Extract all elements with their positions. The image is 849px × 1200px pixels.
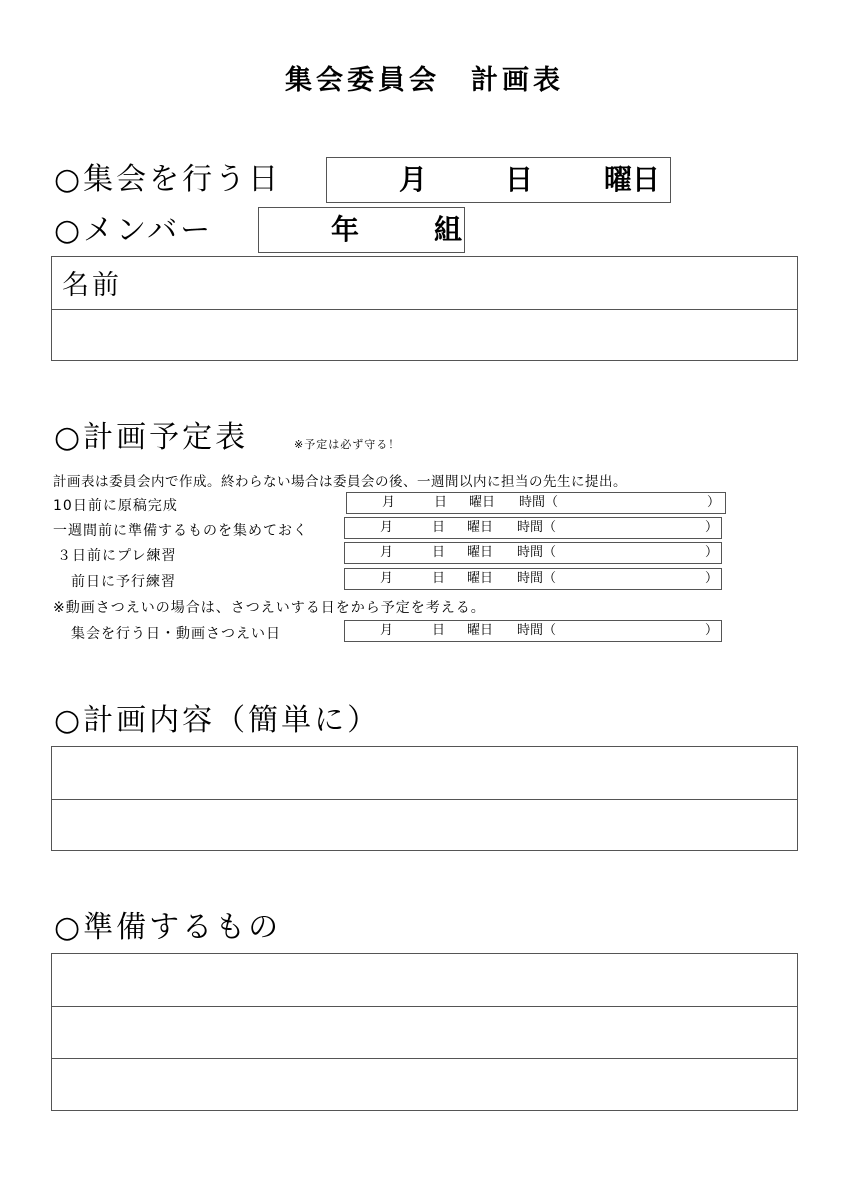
page-title: 集会委員会 計画表 bbox=[285, 65, 564, 96]
plan-content-heading: ○計画内容（簡単に） bbox=[54, 703, 381, 738]
member-label: ○メンバー bbox=[54, 213, 214, 248]
plan-content-line[interactable] bbox=[52, 747, 797, 799]
schedule-note: ※予定は必ず守る！ bbox=[294, 438, 401, 451]
day-label: 日 bbox=[432, 545, 446, 560]
video-note: ※動画さつえいの場合は、さつえいする日をから予定を考える。 bbox=[53, 600, 486, 616]
names-header-row bbox=[52, 257, 797, 309]
final-row-label: 集会を行う日・動画さつえい日 bbox=[71, 626, 281, 642]
schedule-row-label: 一週間前に準備するものを集めておく bbox=[53, 523, 308, 539]
time-close: ） bbox=[705, 623, 719, 638]
weekday-label: 曜日 bbox=[467, 545, 494, 560]
time-label: 時間（ bbox=[517, 520, 557, 535]
weekday-label: 曜日 bbox=[467, 571, 494, 586]
time-label: 時間（ bbox=[519, 495, 559, 510]
member-class-field[interactable] bbox=[258, 207, 465, 253]
prep-items-line[interactable] bbox=[52, 954, 797, 1006]
schedule-heading: ○計画予定表 bbox=[54, 420, 249, 455]
time-close: ） bbox=[707, 495, 721, 510]
month-label: 月 bbox=[380, 623, 394, 638]
plan-content-line[interactable] bbox=[52, 799, 797, 850]
plan-content-table bbox=[51, 746, 798, 851]
weekday-label: 曜日 bbox=[469, 495, 496, 510]
schedule-row-date-field[interactable] bbox=[344, 542, 722, 564]
meeting-day-label: ○集会を行う日 bbox=[54, 162, 282, 197]
day-label: 日 bbox=[432, 571, 446, 586]
time-close: ） bbox=[705, 520, 719, 535]
schedule-row-date-field[interactable] bbox=[344, 517, 722, 539]
names-input-row[interactable] bbox=[52, 309, 797, 360]
prep-items-table bbox=[51, 953, 798, 1111]
schedule-row-date-field[interactable] bbox=[344, 568, 722, 590]
time-close: ） bbox=[705, 571, 719, 586]
day-label: 日 bbox=[432, 623, 446, 638]
month-label: 月 bbox=[399, 163, 428, 196]
schedule-row-label: 前日に予行練習 bbox=[71, 574, 176, 590]
year-label: 年 bbox=[331, 213, 360, 246]
weekday-label: 曜日 bbox=[467, 520, 494, 535]
time-label: 時間（ bbox=[517, 571, 557, 586]
schedule-row-label: 10日前に原稿完成 bbox=[53, 498, 178, 514]
prep-items-line[interactable] bbox=[52, 1006, 797, 1058]
weekday-label: 曜日 bbox=[604, 163, 661, 196]
day-label: 日 bbox=[505, 163, 534, 196]
month-label: 月 bbox=[380, 520, 394, 535]
prep-items-line[interactable] bbox=[52, 1058, 797, 1110]
schedule-description: 計画表は委員会内で作成。終わらない場合は委員会の後、一週間以内に担当の先生に提出。 bbox=[53, 474, 627, 490]
time-close: ） bbox=[705, 545, 719, 560]
month-label: 月 bbox=[380, 545, 394, 560]
meeting-date-field[interactable] bbox=[326, 157, 671, 203]
day-label: 日 bbox=[432, 520, 446, 535]
schedule-row-label: ３日前にプレ練習 bbox=[57, 548, 177, 564]
class-label: 組 bbox=[434, 213, 463, 246]
schedule-row-date-field[interactable] bbox=[346, 492, 726, 514]
names-header: 名前 bbox=[62, 270, 122, 301]
weekday-label: 曜日 bbox=[467, 623, 494, 638]
time-label: 時間（ bbox=[517, 623, 557, 638]
final-row-date-field[interactable] bbox=[344, 620, 722, 642]
names-table bbox=[51, 256, 798, 361]
prep-items-heading: ○準備するもの bbox=[54, 910, 282, 945]
month-label: 月 bbox=[380, 571, 394, 586]
time-label: 時間（ bbox=[517, 545, 557, 560]
month-label: 月 bbox=[382, 495, 396, 510]
day-label: 日 bbox=[434, 495, 448, 510]
